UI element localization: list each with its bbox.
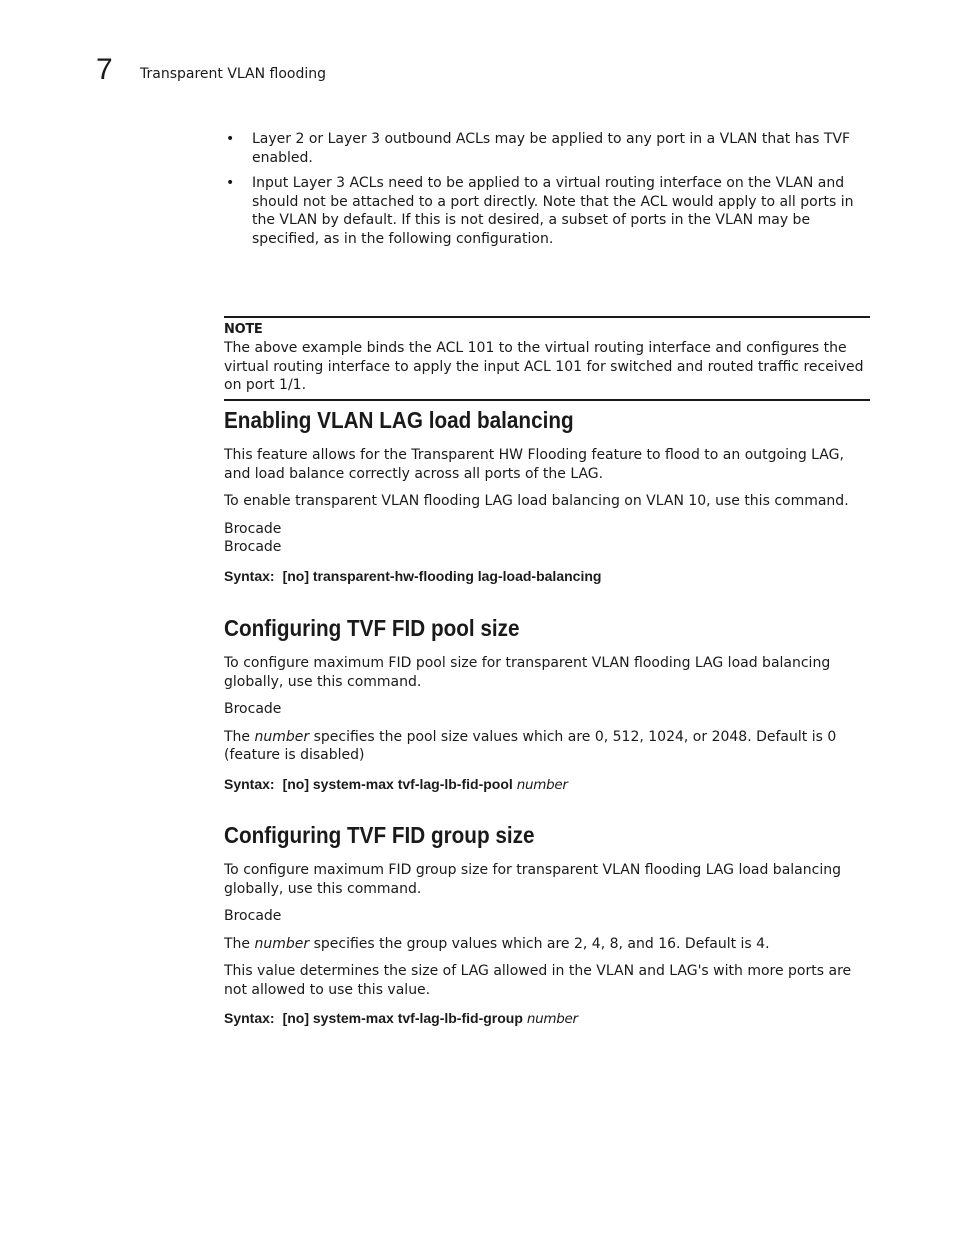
paragraph <box>224 728 870 765</box>
note-label: NOTE <box>224 322 263 337</box>
section-heading: Enabling VLAN LAG load balancing <box>224 407 574 433</box>
bullet-list <box>224 130 870 248</box>
syntax-line <box>224 1009 870 1028</box>
list-item <box>224 174 870 248</box>
syntax-variable: number <box>516 776 568 793</box>
section-vlan-lag-load-balancing <box>224 406 870 586</box>
command-line: Brocade <box>224 701 282 717</box>
bullet-icon: • <box>226 131 235 147</box>
paragraph: This value determines the size of LAG allowed in the VLAN and LAG's with more ports are not allowed to use this value. <box>224 963 852 998</box>
syntax-line <box>224 775 870 794</box>
command-line: Brocade <box>224 520 282 537</box>
syntax-line <box>224 567 870 586</box>
note-box <box>224 316 870 401</box>
variable-text: number <box>254 935 310 952</box>
chapter-title: Transparent VLAN flooding <box>140 66 327 82</box>
list-item <box>224 130 870 167</box>
syntax-label: Syntax: <box>224 775 275 792</box>
paragraph-text: The <box>224 728 251 745</box>
paragraph: This feature allows for the Transparent HW Flooding feature to flood to an outgoing LAG, and load balance correctly across all ports of the LAG. <box>224 447 844 482</box>
syntax-label: Syntax: <box>224 1010 275 1026</box>
bullet-text: Layer 2 or Layer 3 outbound ACLs may be applied to any port in a VLAN that has TVF enabled. <box>252 131 851 166</box>
bullet-icon: • <box>226 175 235 191</box>
bullet-section <box>224 130 870 255</box>
variable-text: number <box>254 728 310 745</box>
section-heading: Configuring TVF FID group size <box>224 822 535 848</box>
section-fid-group-size <box>224 821 870 1028</box>
paragraph-text: specifies the group values which are 2, 4, 8, and 16. Default is 4. <box>313 935 770 952</box>
paragraph-text: specifies the pool size values which are 0, 512, 1024, or 2048. Default is 0 (feature is disabled) <box>224 728 837 763</box>
paragraph: To configure maximum FID pool size for transparent VLAN flooding LAG load balancing globally, use this command. <box>224 655 831 690</box>
paragraph: To configure maximum FID group size for transparent VLAN flooding LAG load balancing globally, use this command. <box>224 862 841 897</box>
command-line: Brocade <box>224 539 282 555</box>
syntax-command: [no] system-max tvf-lag-lb-fid-group <box>282 1010 523 1026</box>
section-fid-pool-size <box>224 614 870 794</box>
command-line: Brocade <box>224 908 282 924</box>
paragraph-text: The <box>224 935 251 952</box>
syntax-label: Syntax: <box>224 567 275 584</box>
section-heading: Configuring TVF FID pool size <box>224 615 520 641</box>
syntax-command: [no] system-max tvf-lag-lb-fid-pool <box>282 775 513 792</box>
chapter-number: 7 <box>96 53 113 86</box>
paragraph: To enable transparent VLAN flooding LAG load balancing on VLAN 10, use this command. <box>224 493 849 509</box>
bullet-text: Input Layer 3 ACLs need to be applied to a virtual routing interface on the VLAN and should not be attached to a port directly. Note that the ACL would apply to all ports in the VLAN by default. If this is not desired, a subset of ports in the VLAN may be specified, as in the following configuration. <box>252 175 854 247</box>
syntax-command: [no] transparent-hw-flooding lag-load-balancing <box>282 567 602 584</box>
paragraph <box>224 935 870 954</box>
note-text: The above example binds the ACL 101 to the virtual routing interface and configures the virtual routing interface to apply the input ACL 101 for switched and routed traffic received on port 1/1. <box>224 340 864 393</box>
syntax-variable: number <box>526 1011 578 1027</box>
